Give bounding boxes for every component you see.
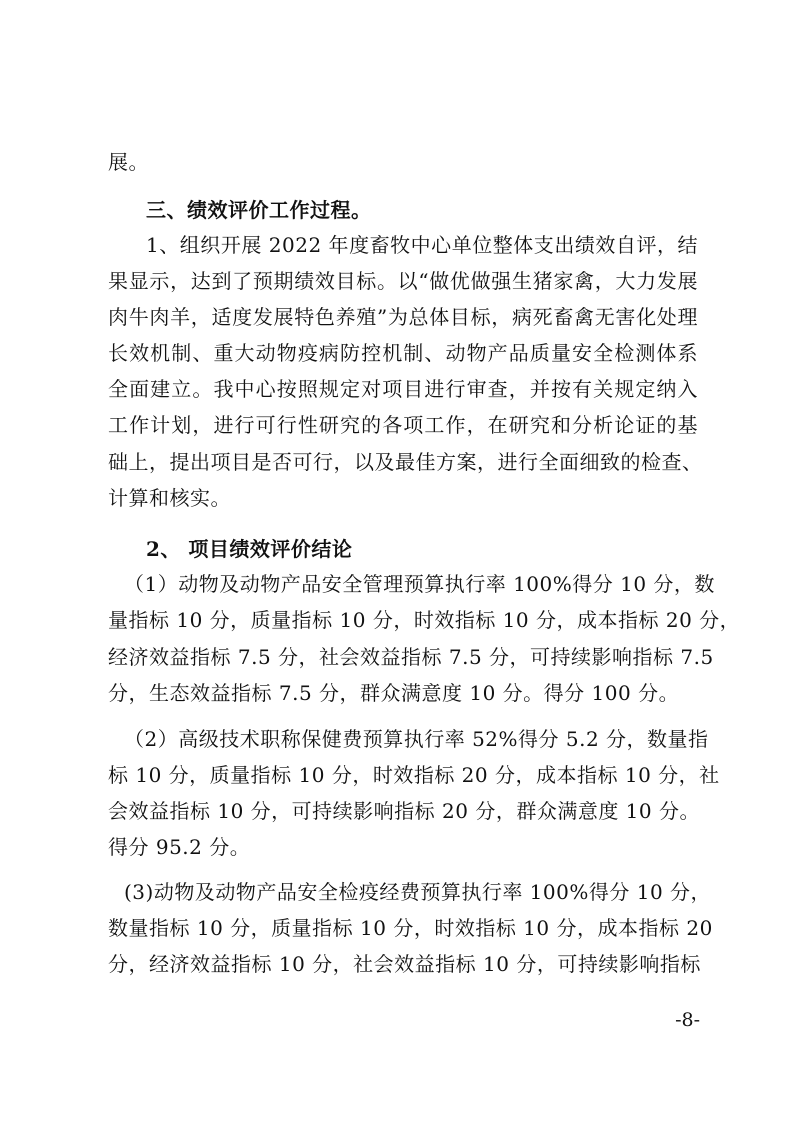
paragraph-line: (3)动物及动物产品安全检疫经费预算执行率 100%得分 10 分， (124, 880, 712, 904)
paragraph-line: 量指标 10 分，质量指标 10 分，时效指标 10 分，成本指标 20 分， (108, 608, 741, 632)
paragraph-line: 经济效益指标 7.5 分，社会效益指标 7.5 分，可持续影响指标 7.5 (108, 645, 714, 669)
paragraph-line: 长效机制、重大动物疫病防控机制、动物产品质量安全检测体系 (108, 341, 698, 365)
paragraph-line: 肉牛肉羊，适度发展特色养殖”为总体目标，病死畜禽无害化处理 (108, 305, 698, 329)
paragraph-line: 计算和核实。 (108, 486, 231, 510)
paragraph-line: 标 10 分，质量指标 10 分，时效指标 20 分，成本指标 10 分，社 (108, 763, 720, 787)
paragraph-line: 全面建立。我中心按照规定对项目进行审查，并按有关规定纳入 (108, 377, 698, 401)
paragraph-line: 础上，提出项目是否可行，以及最佳方案，进行全面细致的检查、 (108, 450, 703, 474)
paragraph-line: 数量指标 10 分，质量指标 10 分，时效指标 10 分，成本指标 20 (108, 916, 713, 940)
paragraph-line: 分，经济效益指标 10 分，社会效益指标 10 分，可持续影响指标 (108, 952, 701, 976)
section-heading: 三、绩效评价工作过程。 (146, 198, 372, 222)
paragraph-line: 分，生态效益指标 7.5 分，群众满意度 10 分。得分 100 分。 (108, 681, 680, 705)
paragraph-line: （2）高级技术职称保健费预算执行率 52%得分 5.2 分，数量指 (124, 727, 709, 751)
paragraph-line: 展。 (108, 150, 149, 174)
paragraph-line: 1、组织开展 2022 年度畜牧中心单位整体支出绩效自评，结 (146, 233, 698, 257)
subsection-heading: 2、 项目绩效评价结论 (146, 537, 353, 561)
paragraph-line: 果显示，达到了预期绩效目标。以“做优做强生猪家禽，大力发展 (108, 269, 698, 293)
page-number: -8- (675, 1009, 700, 1031)
paragraph-line: 工作计划，进行可行性研究的各项工作，在研究和分析论证的基 (108, 413, 698, 437)
paragraph-line: 会效益指标 10 分，可持续影响指标 20 分，群众满意度 10 分。 (108, 799, 700, 823)
paragraph-line: 得分 95.2 分。 (108, 835, 251, 859)
paragraph-line: （1）动物及动物产品安全管理预算执行率 100%得分 10 分，数 (124, 572, 715, 596)
